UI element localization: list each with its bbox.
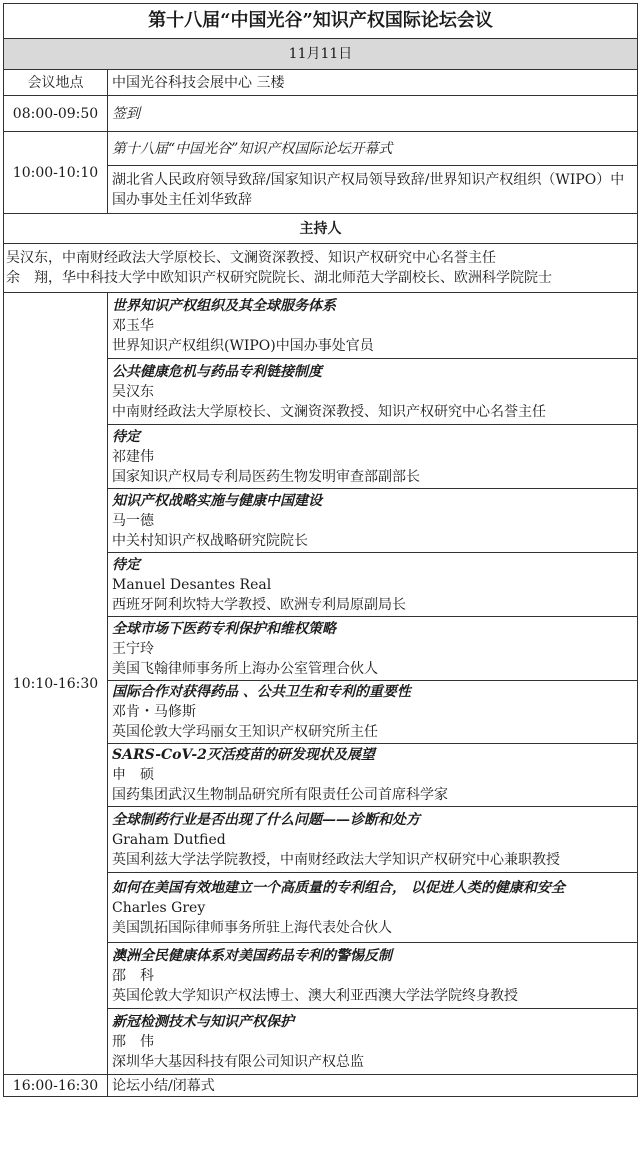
hosts-header: 主持人 — [4, 214, 638, 244]
checkin-time: 08:00-09:50 — [4, 96, 108, 132]
session-cell — [108, 359, 638, 425]
session-role: 中南财经政法大学原校长、文澜资深教授、知识产权研究中心名誉主任 — [112, 403, 546, 420]
session-speaker: Charles Grey — [112, 899, 206, 916]
checkin-row — [4, 96, 638, 132]
session-cell — [108, 744, 638, 807]
session-cell — [108, 553, 638, 617]
session-role: 深圳华大基因科技有限公司知识产权总监 — [112, 1053, 364, 1070]
session-speaker: 邵 科 — [112, 967, 154, 984]
session-title: 世界知识产权组织及其全球服务体系 — [112, 297, 336, 314]
opening-speeches: 湖北省人民政府领导致辞/国家知识产权局领导致辞/世界知识产权组织（WIPO）中国办事处主任刘华致辞 — [108, 166, 638, 214]
main-session-time: 10:10-16:30 — [4, 293, 108, 1075]
session-row — [4, 293, 638, 359]
closing-label: 论坛小结/闭幕式 — [108, 1075, 638, 1097]
session-cell — [108, 1009, 638, 1075]
session-role: 西班牙阿利坎特大学教授、欧洲专利局原副局长 — [112, 596, 406, 613]
title-row — [4, 4, 638, 39]
session-speaker: 申 硕 — [112, 767, 154, 783]
hosts-list — [4, 244, 638, 293]
session-speaker: 邓肯・马修斯 — [112, 704, 196, 720]
session-speaker: 马一德 — [112, 512, 154, 529]
session-role: 英国伦敦大学知识产权法博士、澳大利亚西澳大学法学院终身教授 — [112, 987, 518, 1004]
session-role: 英国利兹大学法学院教授，中南财经政法大学知识产权研究中心兼职教授 — [112, 851, 560, 868]
session-title: 待定 — [112, 556, 140, 573]
session-role: 美国凯拓国际律师事务所驻上海代表处合伙人 — [112, 919, 392, 936]
session-cell — [108, 681, 638, 744]
opening-row-title — [4, 132, 638, 166]
agenda-sheet — [3, 3, 637, 1097]
agenda-table — [3, 3, 638, 1097]
session-role: 国家知识产权局专利局医药生物发明审查部副部长 — [112, 468, 420, 485]
session-cell — [108, 807, 638, 873]
closing-time: 16:00-16:30 — [4, 1075, 108, 1097]
host-line: 吴汉东，中南财经政法大学原校长、文澜资深教授、知识产权研究中心名誉主任 — [6, 250, 496, 266]
date-row — [4, 39, 638, 70]
session-speaker: 邢 伟 — [112, 1033, 154, 1050]
session-cell — [108, 293, 638, 359]
session-title: 新冠检测技术与知识产权保护 — [112, 1013, 294, 1030]
session-title: 知识产权战略实施与健康中国建设 — [112, 492, 322, 509]
session-cell — [108, 489, 638, 553]
page-title: 第十八届“中国光谷”知识产权国际论坛会议 — [4, 4, 638, 39]
session-cell — [108, 425, 638, 489]
session-cell — [108, 873, 638, 943]
session-role: 国药集团武汉生物制品研究所有限责任公司首席科学家 — [112, 787, 448, 803]
session-title: 澳洲全民健康体系对美国药品专利的警惕反制 — [112, 947, 392, 964]
session-speaker: Manuel Desantes Real — [112, 576, 272, 593]
venue-value: 中国光谷科技会展中心 三楼 — [108, 70, 638, 96]
session-title: 全球制药行业是否出现了什么问题——诊断和处方 — [112, 811, 420, 828]
session-title: 公共健康危机与药品专利链接制度 — [112, 363, 322, 380]
session-speaker: 祁建伟 — [112, 448, 154, 465]
session-role: 中关村知识产权战略研究院院长 — [112, 532, 308, 549]
session-cell — [108, 617, 638, 681]
session-title: 全球市场下医药专利保护和维权策略 — [112, 620, 336, 637]
opening-title: 第十八届“中国光谷”知识产权国际论坛开幕式 — [108, 132, 638, 166]
checkin-label: 签到 — [108, 96, 638, 132]
session-title: 国际合作对获得药品 、公共卫生和专利的重要性 — [112, 684, 411, 700]
session-speaker: 邓玉华 — [112, 317, 154, 334]
session-speaker: Graham Dutfied — [112, 831, 226, 848]
session-role: 世界知识产权组织(WIPO)中国办事处官员 — [112, 337, 374, 354]
closing-row — [4, 1075, 638, 1097]
session-speaker: 王宁玲 — [112, 640, 154, 657]
session-role: 英国伦敦大学玛丽女王知识产权研究所主任 — [112, 724, 378, 740]
session-cell — [108, 943, 638, 1009]
session-title: 待定 — [112, 428, 140, 445]
date-header: 11月11日 — [4, 39, 638, 70]
hosts-row — [4, 244, 638, 293]
opening-time: 10:00-10:10 — [4, 132, 108, 214]
venue-label: 会议地点 — [4, 70, 108, 96]
host-line: 余 翔，华中科技大学中欧知识产权研究院院长、湖北师范大学副校长、欧洲科学院院士 — [6, 270, 552, 286]
venue-row — [4, 70, 638, 96]
session-title: SARS-CoV-2灭活疫苗的研发现状及展望 — [112, 747, 375, 763]
session-speaker: 吴汉东 — [112, 383, 154, 400]
session-title: 如何在美国有效地建立一个高质量的专利组合， 以促进人类的健康和安全 — [112, 879, 565, 896]
session-role: 美国飞翰律师事务所上海办公室管理合伙人 — [112, 660, 378, 677]
hosts-header-row — [4, 214, 638, 244]
